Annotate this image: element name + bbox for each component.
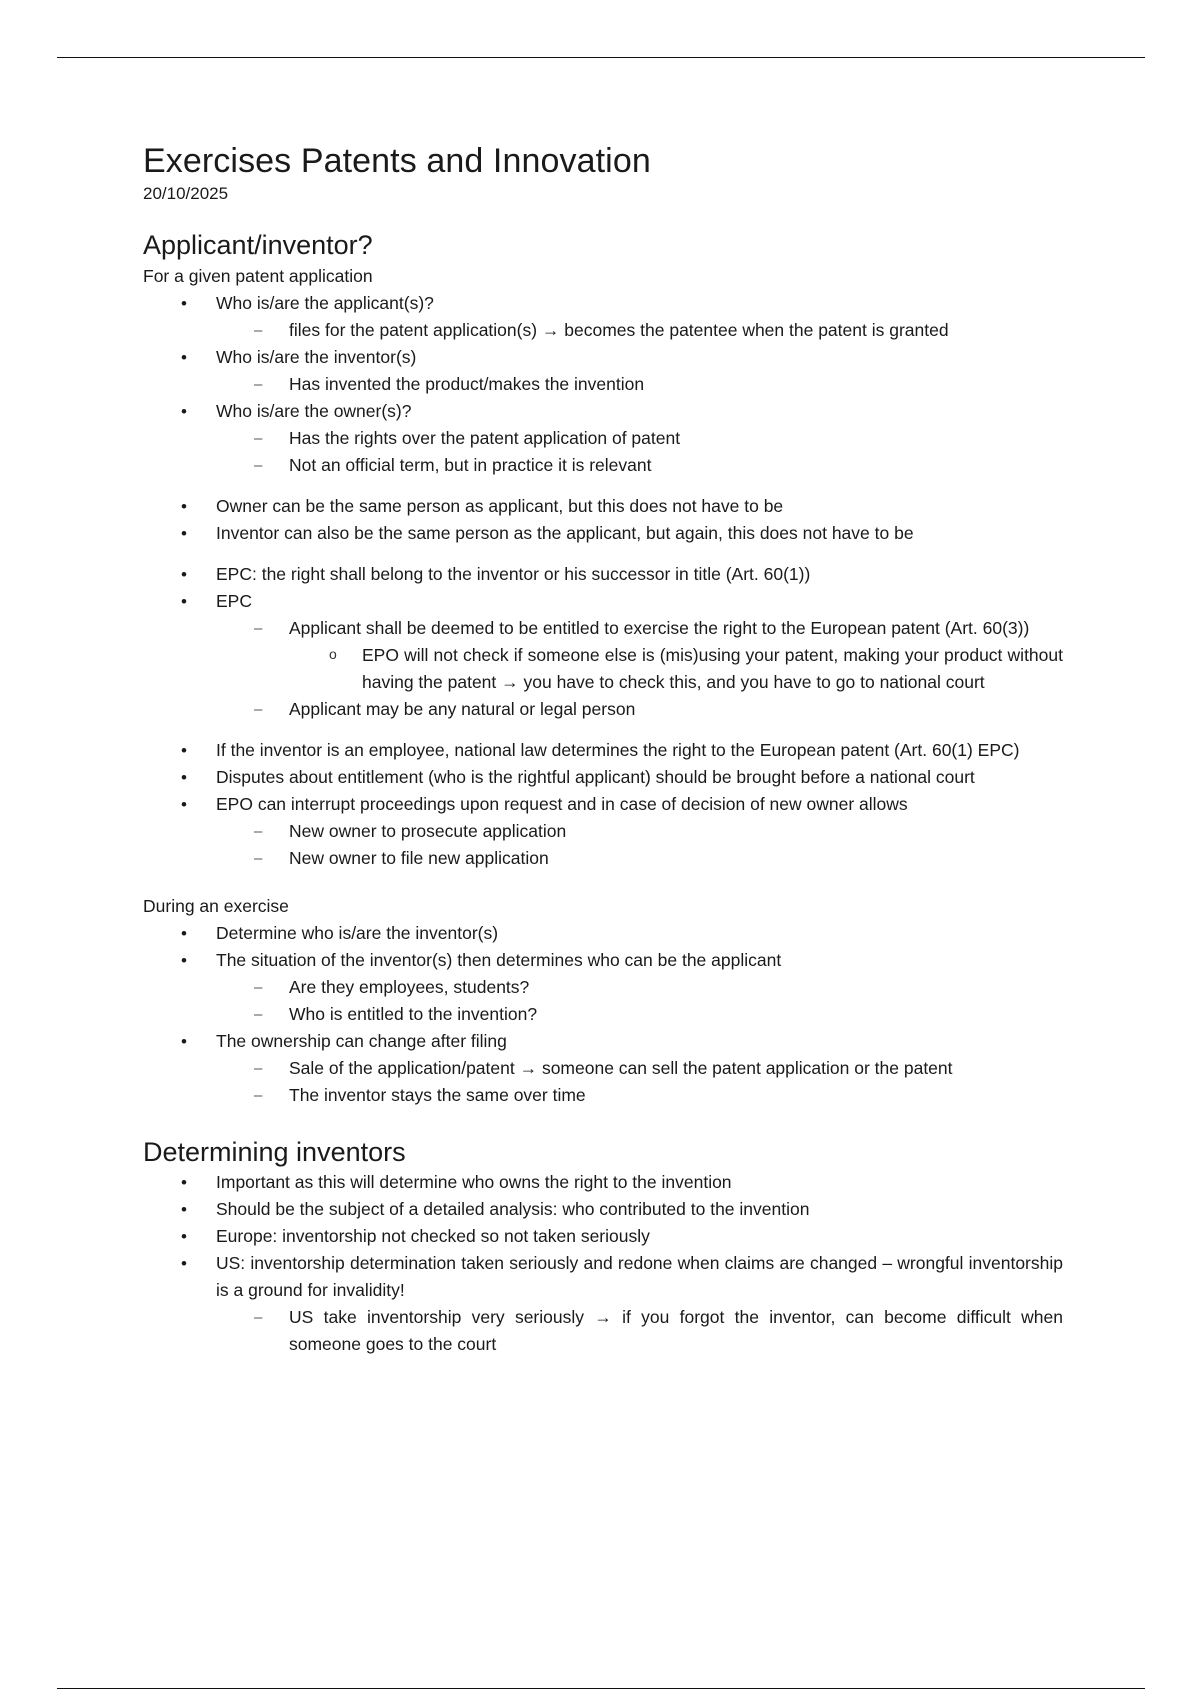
list-item — [216, 1304, 1063, 1358]
list-item — [216, 1055, 1063, 1082]
epc-list — [143, 561, 1063, 723]
list-item-text: Europe: inventorship not checked so not taken seriously — [216, 1226, 650, 1246]
list-item-text: If the inventor is an employee, national law determines the right to the European patent (Art. 60(1) EPC) — [216, 740, 1020, 760]
list-item-text: Who is/are the owner(s)? — [216, 401, 412, 421]
list-item-text: US: inventorship determination taken seriously and redone when claims are changed – wrongful inventorship is a ground for invalidity! — [216, 1253, 1063, 1300]
list-item-text: Disputes about entitlement (who is the rightful applicant) should be brought before a national court — [216, 767, 975, 787]
list-item — [216, 845, 1063, 872]
list-item-text: Should be the subject of a detailed analysis: who contributed to the invention — [216, 1199, 810, 1219]
list-item-text: Who is entitled to the invention? — [289, 1004, 538, 1024]
list-item — [216, 371, 1063, 398]
list-item-text: Has invented the product/makes the invention — [289, 374, 645, 394]
list-item-text: The inventor stays the same over time — [289, 1085, 586, 1105]
document-date: 20/10/2025 — [143, 184, 229, 203]
list-item-text: Inventor can also be the same person as the applicant, but again, this does not have to be — [216, 523, 914, 543]
list-item — [216, 452, 1063, 479]
list-item — [216, 425, 1063, 452]
document-page — [143, 140, 1063, 1358]
footer-rule — [57, 1688, 1145, 1689]
list-item — [143, 947, 1063, 1028]
list-item — [143, 493, 1063, 520]
list-item — [216, 818, 1063, 845]
section-heading-applicant-inventor: Applicant/inventor? — [143, 230, 373, 260]
entitlement-list — [143, 737, 1063, 872]
list-item-text: Are they employees, students? — [289, 977, 530, 997]
inventors-list — [143, 1169, 1063, 1358]
list-item-text: EPC: the right shall belong to the inventor or his successor in title (Art. 60(1)) — [216, 564, 811, 584]
list-item — [143, 1028, 1063, 1109]
list-item-text: New owner to prosecute application — [289, 821, 567, 841]
list-item — [216, 615, 1063, 696]
list-item — [143, 920, 1063, 947]
section-heading-determining-inventors: Determining inventors — [143, 1137, 406, 1167]
list-item-text: Who is/are the inventor(s) — [216, 347, 417, 367]
list-item-text: EPO will not check if someone else is (mis)using your patent, making your product without having the patent → you have to check this, and you have to go to national court — [362, 645, 1063, 692]
list-item — [216, 974, 1063, 1001]
list-item — [143, 1223, 1063, 1250]
list-item-text: EPO can interrupt proceedings upon request and in case of decision of new owner allows — [216, 794, 908, 814]
list-item — [143, 737, 1063, 764]
list-item — [143, 764, 1063, 791]
list-item — [143, 588, 1063, 723]
list-item — [143, 520, 1063, 547]
header-rule — [57, 57, 1145, 58]
list-item-text: The situation of the inventor(s) then determines who can be the applicant — [216, 950, 782, 970]
list-item-text: Not an official term, but in practice it is relevant — [289, 455, 652, 475]
list-item — [143, 1250, 1063, 1358]
list-item-text: The ownership can change after filing — [216, 1031, 507, 1051]
document-title: Exercises Patents and Innovation — [143, 142, 651, 180]
list-item — [143, 1196, 1063, 1223]
list-item — [216, 696, 1063, 723]
list-item — [143, 561, 1063, 588]
list-item-text: EPC — [216, 591, 252, 611]
sameness-list — [143, 493, 1063, 547]
list-item — [289, 642, 1063, 696]
list-item-text: US take inventorship very seriously → if you forgot the inventor, can become difficult when someone goes to the court — [289, 1307, 1063, 1354]
list-item — [216, 1001, 1063, 1028]
list-item-text: Determine who is/are the inventor(s) — [216, 923, 499, 943]
list-item-text: Who is/are the applicant(s)? — [216, 293, 434, 313]
list-item-text: Has the rights over the patent application of patent — [289, 428, 681, 448]
list-item — [143, 791, 1063, 872]
exercise-list — [143, 920, 1063, 1109]
list-item-text: Applicant shall be deemed to be entitled to exercise the right to the European patent (Art. 60(3)) — [289, 618, 1030, 638]
list-item-text: Important as this will determine who owns the right to the invention — [216, 1172, 732, 1192]
list-item — [143, 1169, 1063, 1196]
section-intro: For a given patent application — [143, 266, 373, 286]
list-item-text: Applicant may be any natural or legal person — [289, 699, 636, 719]
list-item — [143, 398, 1063, 479]
list-item-text: Sale of the application/patent → someone can sell the patent application or the patent — [289, 1058, 953, 1078]
questions-list — [143, 290, 1063, 479]
list-item — [143, 344, 1063, 398]
list-item-text: New owner to file new application — [289, 848, 549, 868]
list-item — [143, 290, 1063, 344]
list-item-text: Owner can be the same person as applicant, but this does not have to be — [216, 496, 784, 516]
exercise-intro: During an exercise — [143, 896, 289, 916]
list-item-text: files for the patent application(s) → becomes the patentee when the patent is granted — [289, 320, 949, 340]
list-item — [216, 1082, 1063, 1109]
list-item — [216, 317, 1063, 344]
